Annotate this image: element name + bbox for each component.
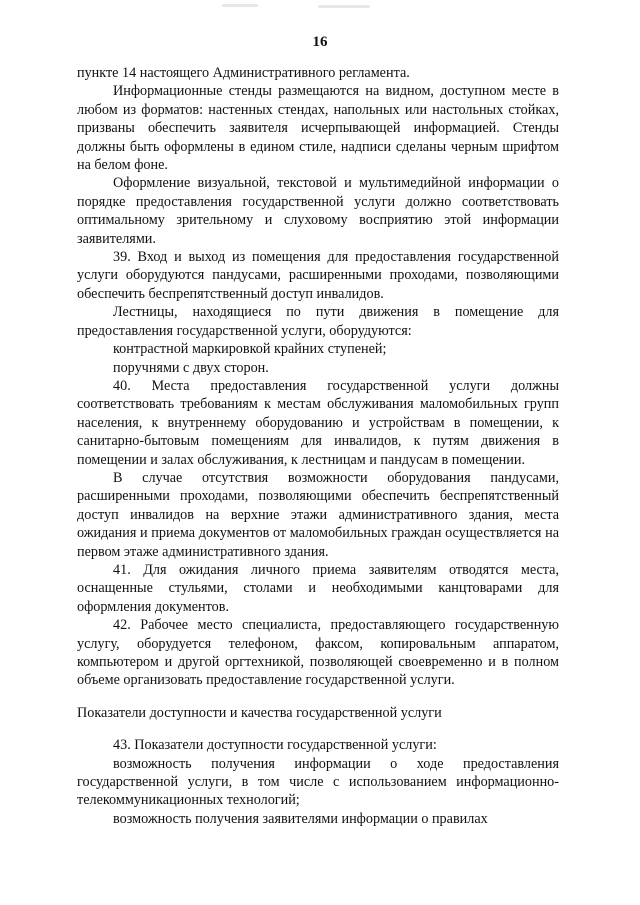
document-body bbox=[77, 64, 559, 828]
paragraph: Информационные стенды размещаются на видном, доступном месте в любом из форматов: настенных стендах, напольных или настольных стойках, призваны обеспечить заявителя исчерпывающей информацией. Стенды должны быть оформлены в едином стиле, надписи сделаны черным шрифтом на белом фоне. bbox=[77, 83, 559, 174]
paragraph: пункте 14 настоящего Административного регламента. bbox=[77, 65, 410, 81]
paragraph: возможность получения заявителями информации о правилах bbox=[113, 810, 488, 827]
paragraph: возможность получения информации о ходе предоставления государственной услуги, в том числе с использованием информационно-телекоммуникационных технологий; bbox=[77, 755, 559, 809]
section-heading: Показатели доступности и качества государственной услуги bbox=[77, 704, 442, 721]
paragraph: В случае отсутствия возможности оборудования пандусами, расширенными проходами, позволяющими обеспечить беспрепятственный доступ инвалидов на верхние этажи административного здания, места ожидания и приема документов от маломобильных граждан осуществляется на первом этаже административного здания. bbox=[77, 469, 559, 560]
scan-artifact bbox=[222, 4, 258, 7]
paragraph: Оформление визуальной, текстовой и мультимедийной информации о порядке предоставления государственной услуги должно соответствовать оптимальному зрительному и слуховому восприятию этой информации заявителями. bbox=[77, 175, 559, 247]
paragraph: Лестницы, находящиеся по пути движения в помещение для предоставления государственной услуги, оборудуются: bbox=[77, 304, 559, 339]
list-item: контрастной маркировкой крайних ступеней; bbox=[113, 341, 387, 358]
paragraph: 40. Места предоставления государственной услуги должны соответствовать требованиям к местам обслуживания маломобильных групп населения, к внутреннему оборудованию и устройствам в помещении, к санитарно-бытовым помещениям для инвалидов, к путям движения в помещении и залах обслуживания, к лестницам и пандусам в помещении. bbox=[77, 377, 559, 468]
paragraph: 39. Вход и выход из помещения для предоставления государственной услуги оборудуются пандусами, расширенными проходами, позволяющими обеспечить беспрепятственный доступ инвалидов. bbox=[77, 249, 559, 302]
page-number: 16 bbox=[312, 34, 328, 50]
scan-artifact bbox=[318, 5, 370, 8]
paragraph: 41. Для ожидания личного приема заявителям отводятся места, оснащенные стульями, столами и необходимыми канцтоварами для оформления документов. bbox=[77, 561, 559, 615]
paragraph: 42. Рабочее место специалиста, предоставляющего государственную услугу, оборудуется телефоном, факсом, копировальным аппаратом, компьютером и другой оргтехникой, позволяющей своевременно и в полном объеме организовать предоставление государственной услуги. bbox=[77, 617, 559, 689]
list-item: поручнями с двух сторон. bbox=[113, 359, 269, 376]
paragraph: 43. Показатели доступности государственной услуги: bbox=[113, 737, 437, 754]
